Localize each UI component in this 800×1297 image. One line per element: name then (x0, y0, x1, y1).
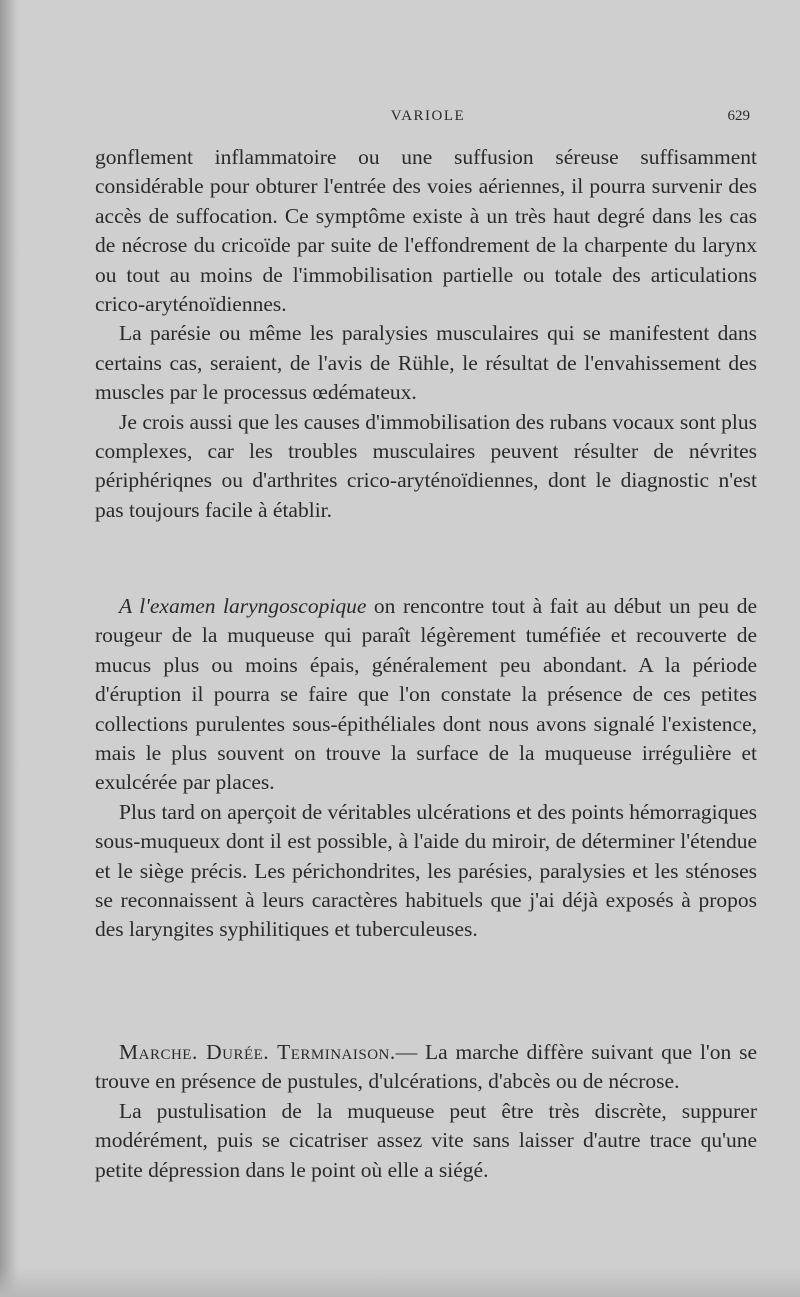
paragraph-examen-text: on rencontre tout à fait au début un peu de rougeur de la muqueuse qui paraît légèrement tuméfiée et recouverte de mucus plus ou moins épais, généralement peu abondant. A la période d'éruption il pourra se faire que l'on constate la présence de ces petites collections purulentes sous-épithéliales dont nous avons signalé l'existence, mais le plus souvent on trouve la surface de la muqueuse irrégulière et exulcérée par places. (95, 594, 757, 795)
paragraph-marche-text: — La marche diffère suivant que l'on se trouve en présence de pustules, d'ulcérations, d'abcès ou de nécrose. (95, 1040, 758, 1094)
text-block-middle (95, 592, 757, 945)
paragraph-continued: gonflement inflammatoire ou une suffusion séreuse suffisamment considérable pour obturer l'entrée des voies aériennes, il pourra survenir des accès de suffocation. Ce symptôme existe à un très haut degré dans les cas de nécrose du cricoïde par suite de l'effondrement de la charpente du larynx ou tout au moins de l'immobilisation partielle ou totale des articulations crico-aryténoïdiennes. (95, 145, 757, 317)
paragraph-plus-tard: Plus tard on aperçoit de véritables ulcérations et des points hémorragiques sous-muqueux dont il est possible, à l'aide du miroir, de déterminer l'étendue et le siège précis. Les périchondrites, les parésies, paralysies et les sténoses se reconnaissent à leurs caractères habituels que j'ai déjà exposés à propos des laryngites syphilitiques et tuberculeuses. (95, 799, 757, 942)
paragraph-paresie: La parésie ou même les paralysies musculaires qui se manifestent dans certains cas, seraient, de l'avis de Rühle, le résultat de l'envahissement des muscles par le processus œdémateux. (95, 321, 757, 405)
paragraph-pustulisation: La pustulisation de la muqueuse peut être très discrète, suppurer modérément, puis se cicatriser assez vite sans laisser d'autre trace qu'une petite dépression dans le point où elle a siégé. (95, 1098, 757, 1182)
paragraph-marche (95, 1038, 757, 1097)
page-number: 629 (727, 108, 750, 124)
paragraph-immobilisation: Je crois aussi que les causes d'immobilisation des rubans vocaux sont plus complexes, car les troubles musculaires peuvent résulter de névrites périphériqnes ou d'arthrites crico-aryténoïdiennes, dont le diagnostic n'est pas toujours facile à établir. (95, 409, 757, 522)
paragraph-examen (95, 592, 757, 798)
running-head-title: VARIOLE (390, 108, 466, 124)
text-block-top (95, 143, 757, 525)
section-heading: Marche. Durée. Terminaison. (119, 1040, 396, 1064)
running-head (96, 108, 760, 132)
text-block-bottom (95, 1038, 757, 1185)
italic-lead: A l'examen laryngoscopique (119, 594, 367, 618)
